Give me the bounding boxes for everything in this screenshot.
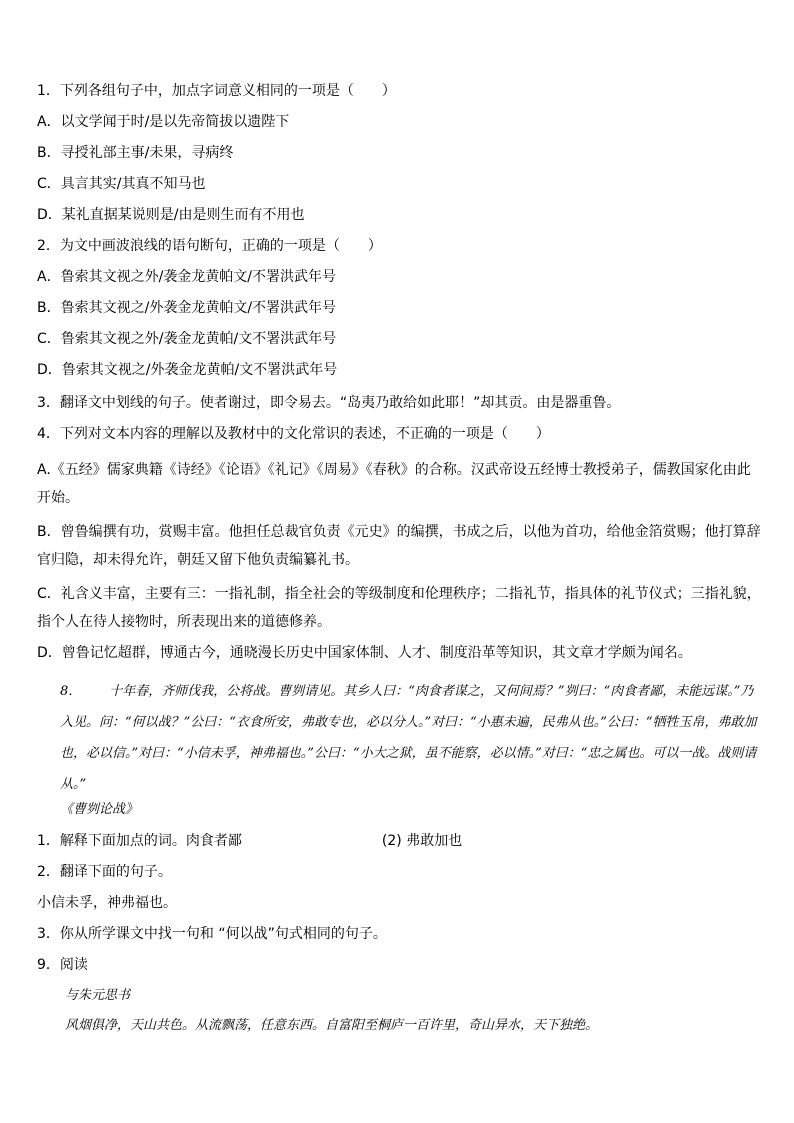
passage-8-question-1-sub: (2) 弗敢加也 [381, 833, 463, 849]
passage-8-question-1 [37, 831, 761, 851]
question-1-option-b: B．寻授礼部主事/未果，寻病终 [37, 145, 234, 161]
passage-8-question-2-sentence: 小信未孚，神弗福也。 [37, 895, 177, 911]
passage-8 [60, 676, 760, 800]
question-2-option-d: D．鲁索其文视之/外袭金龙黄帕/文不署洪武年号 [37, 362, 338, 378]
question-4-option-a: A.《五经》儒家典籍《诗经》《论语》《礼记》《周易》《春秋》的合称。汉武帝设五经博士教授弟子，儒教国家化由此开始。 [37, 462, 751, 506]
question-2-option-c: C．鲁索其文视之外/袭金龙黄帕/文不署洪武年号 [37, 331, 337, 347]
question-1-stem: 1．下列各组句子中，加点字词意义相同的一项是（ ） [37, 83, 396, 99]
question-2-option-a: A．鲁索其文视之外/袭金龙黄帕文/不署洪武年号 [37, 269, 337, 285]
passage-8-question-3: 3．你从所学课文中找一句和 “何以战”句式相同的句子。 [37, 926, 387, 942]
passage-8-source: 《曹刿论战》 [60, 802, 139, 817]
passage-8-text: 十年春，齐师伐我，公将战。曹刿请见。其乡人曰：“肉食者谋之，又何间焉？”刿曰：“肉食者鄙，未能远谋。”乃入见。问：“何以战？”公曰：“衣食所安，弗敢专也，必以分人。”对曰：“小惠未遍，民弗从也。”公曰：“牺牲玉帛，弗敢加也，必以信。”对曰：“小信未孚，神弗福也。”公曰：“小大之狱，虽不能察，必以情。”对曰：“忠之属也。可以一战。战则请从。” [60, 684, 757, 792]
passage-9-text: 风烟俱净，天山共色。从流飘荡，任意东西。自富阳至桐庐一百许里，奇山异水，天下独绝。 [65, 1018, 599, 1033]
passage-8-number: 8． [60, 684, 82, 699]
question-4-option-c: C．礼含义丰富，主要有三：一指礼制，指全社会的等级制度和伦理秩序；二指礼节，指具体的礼节仪式；三指礼貌，指个人在待人接物时，所表现出来的道德修养。 [37, 586, 761, 630]
passage-8-question-2: 2．翻译下面的句子。 [37, 864, 172, 880]
question-1-option-d: D．某礼直据某说则是/由是则生而有不用也 [37, 207, 305, 223]
passage-9-heading: 9．阅读 [37, 957, 88, 973]
question-4-stem: 4．下列对文本内容的理解以及教材中的文化常识的表述，不正确的一项是（ ） [37, 426, 550, 442]
question-2-stem: 2．为文中画波浪线的语句断句，正确的一项是（ ） [37, 238, 382, 254]
question-3: 3．翻译文中划线的句子。使者谢过，即令易去。“岛夷乃敢给如此耶！”却其贡。由是器重鲁。 [37, 395, 621, 411]
question-2-option-b: B．鲁索其文视之/外袭金龙黄帕文/不署洪武年号 [37, 300, 337, 316]
question-1-option-c: C．具言其实/其真不知马也 [37, 176, 206, 192]
passage-8-question-1-label: 1．解释下面加点的词。肉食者鄙 [37, 833, 242, 849]
question-1-option-a: A．以文学闻于时/是以先帝简拔以遗陛下 [37, 114, 290, 130]
question-4-option-d: D．曾鲁记忆超群，博通古今，通晓漫长历史中国家体制、人才、制度沿革等知识，其文章才学颇为闻名。 [37, 645, 692, 661]
passage-9-title: 与朱元思书 [65, 988, 131, 1003]
question-4-option-b: B．曾鲁编撰有功，赏赐丰富。他担任总裁官负责《元史》的编撰，书成之后，以他为首功，给他金箔赏赐；他打算辞官归隐，却未得允许，朝廷又留下他负责编纂礼书。 [37, 524, 761, 568]
